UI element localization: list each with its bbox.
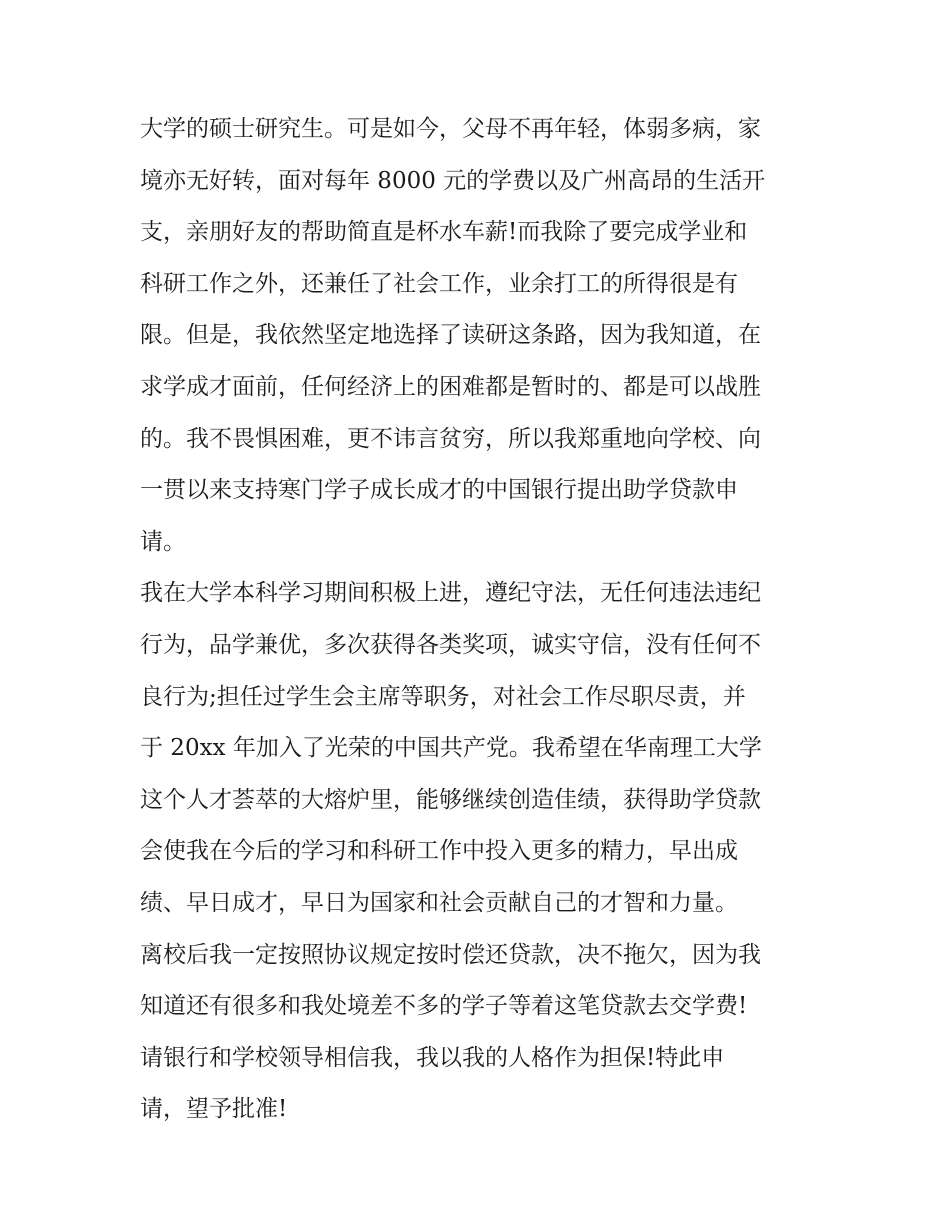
body-text [140, 104, 820, 1136]
text-line: 支，亲朋好友的帮助简直是杯水车薪!而我除了要完成学业和 [140, 219, 748, 246]
text-line: 请，望予批准! [140, 1096, 288, 1123]
text-line: 的。我不畏惧困难，更不讳言贫穷，所以我郑重地向学校、向 [140, 425, 761, 452]
text-line: 我在大学本科学习期间积极上进，遵纪守法，无任何违法违纪 [140, 580, 761, 607]
text-line: 绩、早日成才，早日为国家和社会贡献自己的才智和力量。 [140, 889, 738, 916]
text-line: 一贯以来支持寒门学子成长成才的中国银行提出助学贷款申 [140, 477, 738, 504]
text-line: 于 20xx 年加入了光荣的中国共产党。我希望在华南理工大学 [140, 735, 762, 762]
text-line: 科研工作之外，还兼任了社会工作，业余打工的所得很是有 [140, 270, 738, 297]
text-line: 知道还有很多和我处境差不多的学子等着这笔贷款去交学费! [140, 993, 748, 1020]
text-line: 限。但是，我依然坚定地选择了读研这条路，因为我知道，在 [140, 322, 761, 349]
text-line: 会使我在今后的学习和科研工作中投入更多的精力，早出成 [140, 838, 738, 865]
text-line: 请银行和学校领导相信我，我以我的人格作为担保!特此申 [140, 1044, 725, 1071]
text-line: 请。 [140, 528, 186, 555]
text-line: 求学成才面前，任何经济上的困难都是暂时的、都是可以战胜 [140, 373, 761, 400]
text-line: 离校后我一定按照协议规定按时偿还贷款，决不拖欠，因为我 [140, 941, 761, 968]
text-line: 这个人才荟萃的大熔炉里，能够继续创造佳绩，获得助学贷款 [140, 786, 761, 813]
text-line: 境亦无好转，面对每年 8000 元的学费以及广州高昂的生活开 [140, 167, 766, 194]
text-line: 大学的硕士研究生。可是如今，父母不再年轻，体弱多病，家 [140, 116, 761, 142]
text-line: 行为，品学兼优，多次获得各类奖项，诚实守信，没有任何不 [140, 631, 761, 658]
text-line: 良行为;担任过学生会主席等职务，对社会工作尽职尽责，并 [140, 683, 746, 710]
